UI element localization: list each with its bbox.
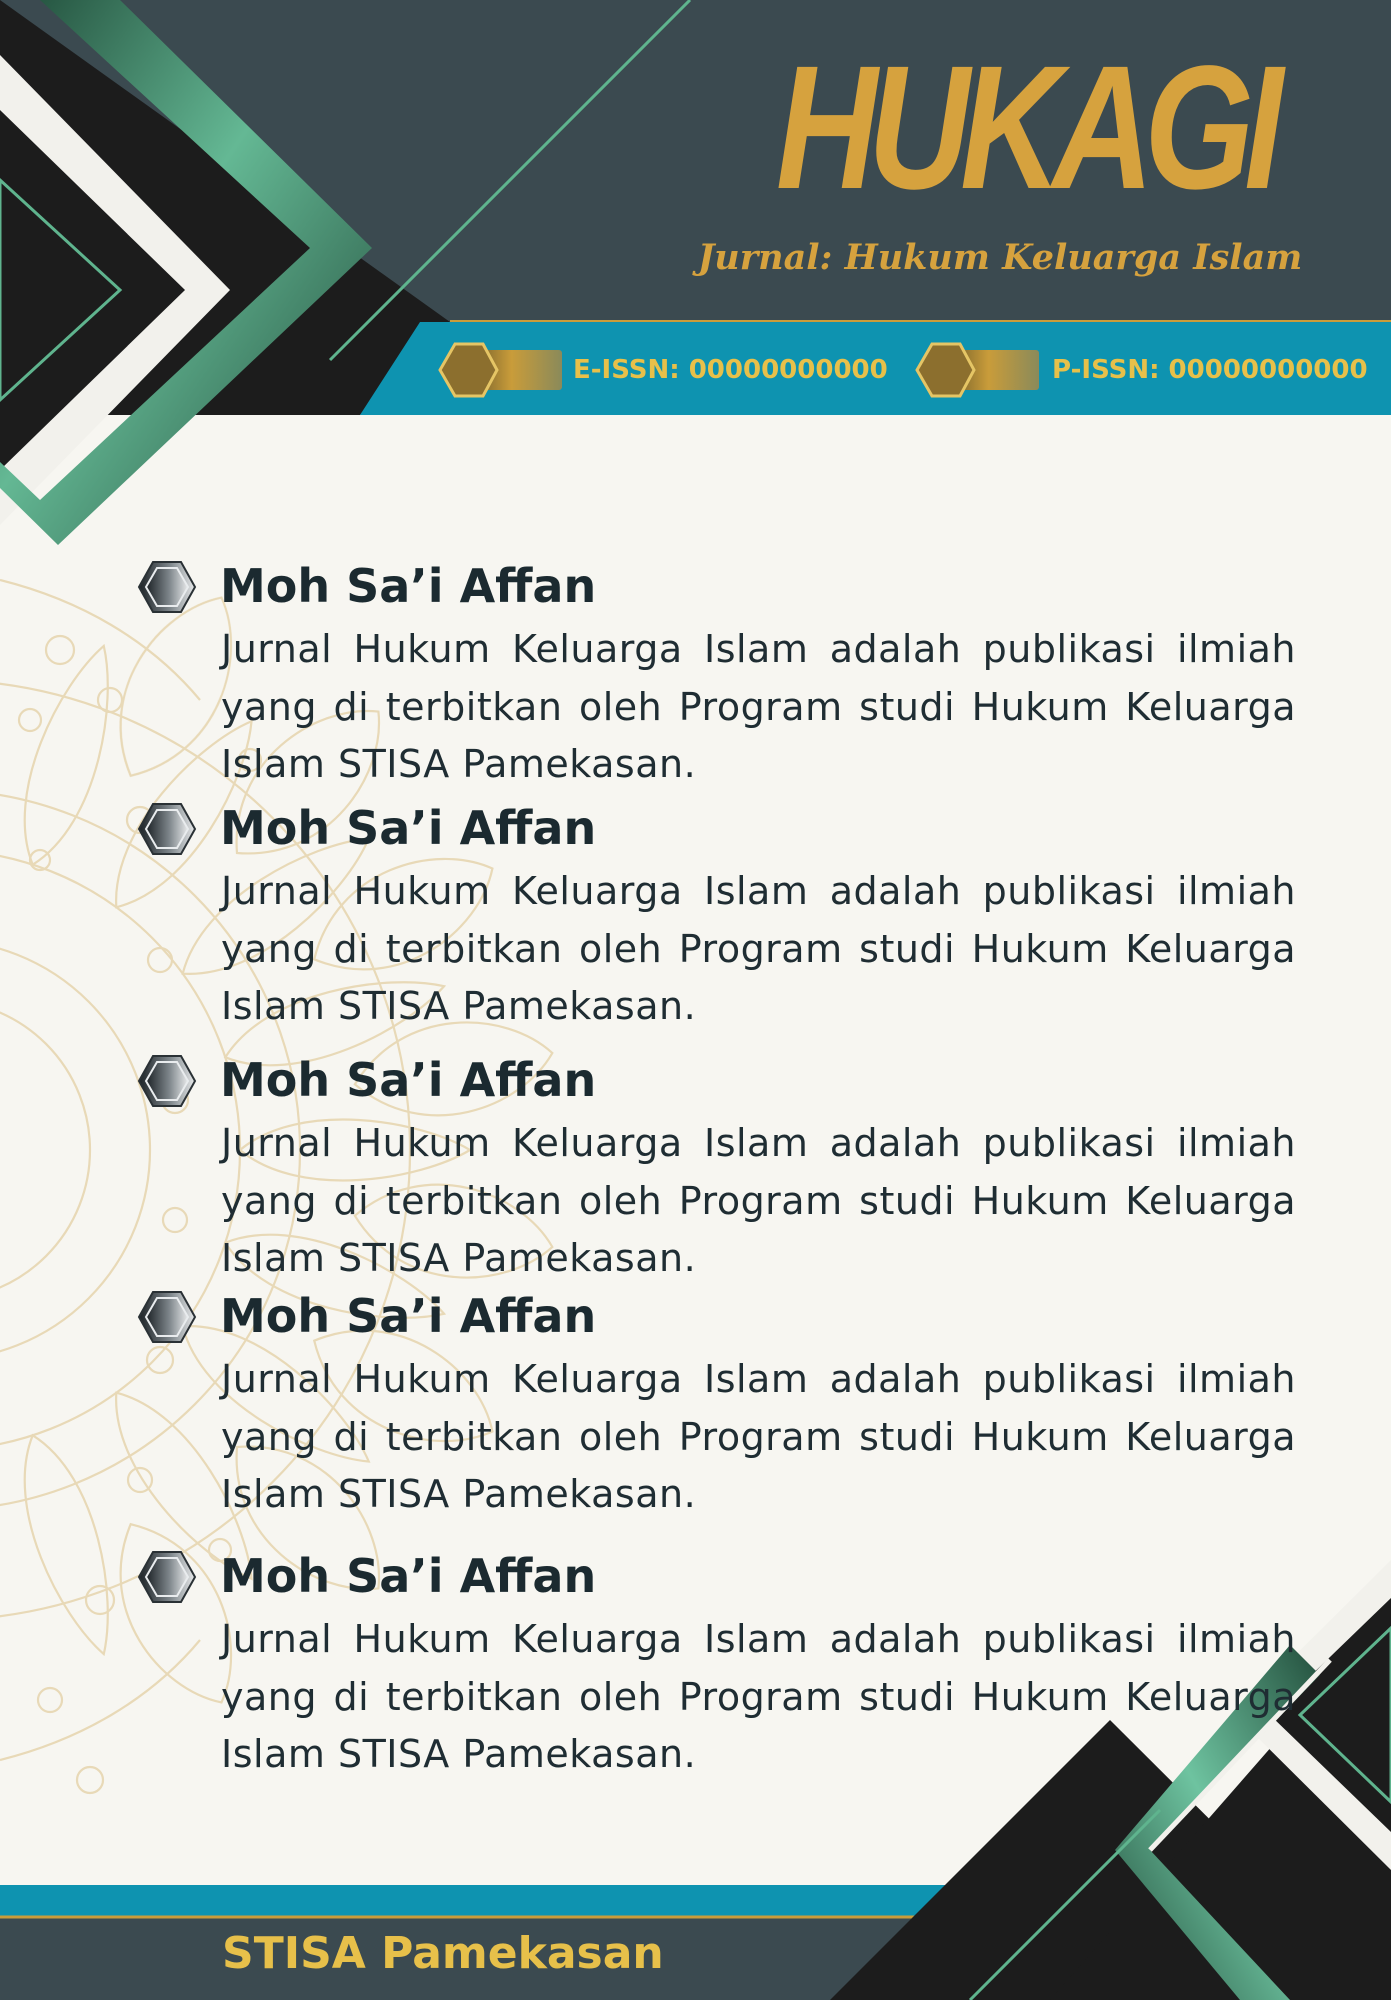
entry-description: Jurnal Hukum Keluarga Islam adalah publikasi ilmiah yang di terbitkan oleh Program studi Hukum Keluarga Islam STISA Pamekasan.: [221, 869, 1296, 1028]
p-issn-label: P-ISSN: 00000000000: [1052, 355, 1368, 385]
entry-description: Jurnal Hukum Keluarga Islam adalah publikasi ilmiah yang di terbitkan oleh Program studi Hukum Keluarga Islam STISA Pamekasan.: [221, 1617, 1296, 1776]
entry-name: Moh Sa’i Affan: [220, 559, 597, 613]
entry-name: Moh Sa’i Affan: [220, 801, 597, 855]
issn-badge-right: [917, 344, 1039, 396]
entry-name: Moh Sa’i Affan: [220, 1289, 597, 1343]
e-issn-label: E-ISSN: 00000000000: [573, 355, 888, 385]
hexagon-bullet-icon: [136, 1549, 198, 1605]
journal-subtitle: Jurnal: Hukum Keluarga Islam: [697, 237, 1303, 278]
footer-institution: STISA Pamekasan: [222, 1928, 664, 1979]
entry-description: Jurnal Hukum Keluarga Islam adalah publikasi ilmiah yang di terbitkan oleh Program studi Hukum Keluarga Islam STISA Pamekasan.: [221, 627, 1296, 786]
hexagon-bullet-icon: [136, 1053, 198, 1109]
entry-name: Moh Sa’i Affan: [220, 1549, 597, 1603]
hexagon-bullet-icon: [136, 559, 198, 615]
hexagon-bullet-icon: [136, 1289, 198, 1345]
journal-title: HUKAGI: [776, 30, 1274, 226]
hexagon-bullet-icon: [136, 801, 198, 857]
entry-description: Jurnal Hukum Keluarga Islam adalah publikasi ilmiah yang di terbitkan oleh Program studi Hukum Keluarga Islam STISA Pamekasan.: [221, 1357, 1296, 1516]
entry-description: Jurnal Hukum Keluarga Islam adalah publikasi ilmiah yang di terbitkan oleh Program studi Hukum Keluarga Islam STISA Pamekasan.: [221, 1121, 1296, 1280]
entry-name: Moh Sa’i Affan: [220, 1053, 597, 1107]
issn-badge-left: [440, 344, 562, 396]
